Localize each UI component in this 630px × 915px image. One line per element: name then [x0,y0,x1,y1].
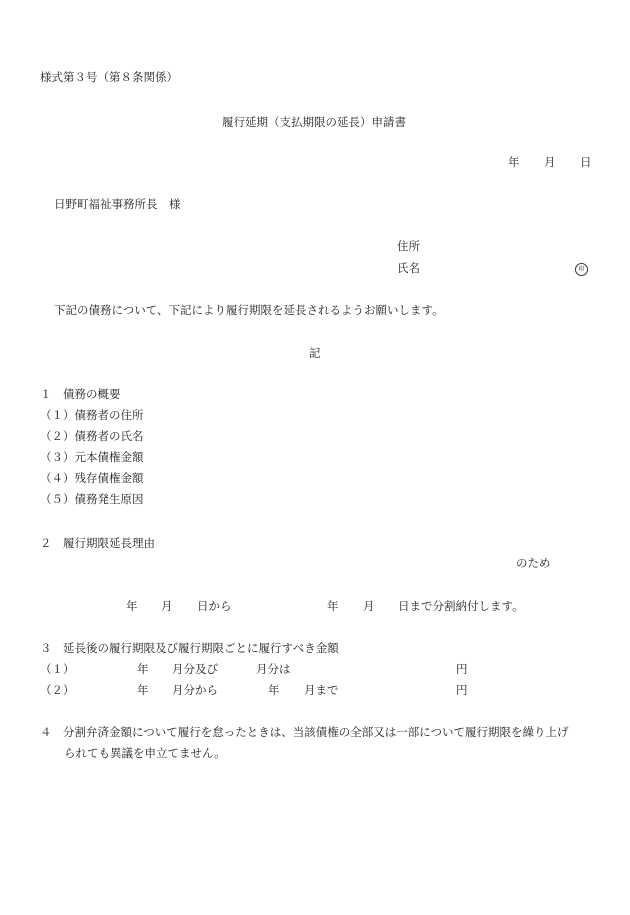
period-to-suffix: 日まで分割納付します。 [398,599,524,613]
schedule-row2-year2: 年 [268,683,280,697]
schedule-row2-yen: 円 [456,683,468,697]
reason-suffix: のため [516,556,551,570]
schedule-row2-label: （２） [40,683,75,697]
date-month-label: 月 [544,155,556,169]
schedule-row1-month: 月分及び [172,662,218,676]
section1-item: （５）債務発生原因 [40,492,144,506]
section4-line2: られても異議を申立てません。 [64,746,226,760]
period-to-month: 月 [363,599,375,613]
form-number: 様式第３号（第８条関係） [40,70,178,84]
section1-item: （２）債務者の氏名 [40,429,144,443]
period-to-year: 年 [327,599,339,613]
section1-item: （４）残存債権金額 [40,471,144,485]
seal-mark: 印 [575,263,588,276]
addressee: 日野町福祉事務所長 様 [54,197,181,211]
section1-item: （３）元本債権金額 [40,450,144,464]
period-from-suffix: 日から [197,599,232,613]
section3-heading: ３ 延長後の履行期限及び履行期限ごとに履行すべき金額 [40,641,339,655]
section4-line1: ４ 分割弁済金額について履行を怠ったときは、当該債権の全部又は一部について履行期限を繰り上げ [40,725,569,739]
document-title: 履行延期（支払期限の延長）申請書 [222,115,406,129]
schedule-row2-year: 年 [137,683,149,697]
address-label: 住所 [397,239,420,253]
date-day-label: 日 [580,155,592,169]
period-from-month: 月 [161,599,173,613]
schedule-row1-month2: 月分は [256,662,291,676]
section1-item: （１）債務者の住所 [40,408,144,422]
section2-heading: ２ 履行期限延長理由 [40,536,155,550]
schedule-row2-month2: 月まで [304,683,339,697]
name-label: 氏名 [397,261,420,275]
section1-heading: １ 債務の概要 [40,387,121,401]
period-from-year: 年 [126,599,138,613]
schedule-row1-label: （１） [40,662,75,676]
date-year-label: 年 [508,155,520,169]
schedule-row1-year: 年 [137,662,149,676]
schedule-row2-month: 月分から [172,683,218,697]
schedule-row1-yen: 円 [456,662,468,676]
intro-text: 下記の債務について、下記により履行期限を延長されるようお願いします。 [54,303,444,317]
ki-heading: 記 [309,346,321,360]
